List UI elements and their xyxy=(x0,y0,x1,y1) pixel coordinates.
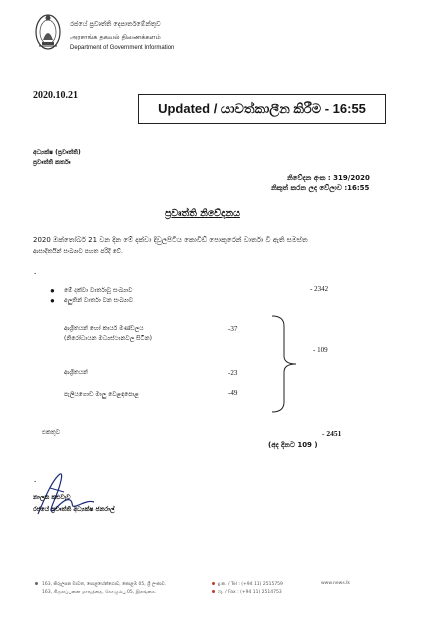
phone-icon xyxy=(212,582,215,585)
bullet-label-new: අලුතින් වාර්තා වන සංඛ්‍යාව xyxy=(64,297,134,304)
row-value-staff: -37 xyxy=(228,325,238,333)
row-label-fish-market: පැලියගොඩ මාලු වෙළඳපොළ xyxy=(64,391,139,398)
footer-address-sinhala: 163, කිරුලපන මාවත, පොළහේන්ගොඩ, කොළඹ 05, ශ්‍රී ලංකාව. xyxy=(42,582,167,587)
bullet-value-reported: - 2342 xyxy=(310,285,329,293)
footer-address-tamil: 163, கிருலப்பனை மாவத்தை, கொழும்பு 05, இலங்கை. xyxy=(42,590,157,595)
row-value-fish-market: -49 xyxy=(228,389,238,397)
today-count: (අද දිනට 109 ) xyxy=(268,441,318,449)
footer-phone: දු.ක. / Tel : (+94 11) 2515759 xyxy=(218,582,283,587)
bullet-label-reported: මේ දක්වා වාර්තාවූ සංඛ්‍යාව xyxy=(64,287,133,294)
bullet-icon: ● xyxy=(50,286,55,295)
release-date: 2020.10.21 xyxy=(33,90,78,101)
intro-line-2: ආසාදිතයින් සංඛ්‍යාව පහත පරිදි වේ. xyxy=(33,248,123,255)
row-label-staff: ආශ්‍රිතයන් හෝ කාර්ය මණ්ඩලය xyxy=(64,325,144,332)
dot-mark: . xyxy=(34,474,37,484)
total-label: එකතුව xyxy=(42,429,61,436)
signatory-name: නාලක කළුවැව xyxy=(33,494,71,501)
addressee-line-1: අධ්‍යක්ෂ (ප්‍රවෘත්ති) xyxy=(33,149,81,156)
footer-address-icon xyxy=(35,582,38,585)
footer-fax: ෆැ. / Fax : (+94 11) 2514753 xyxy=(218,590,282,595)
intro-line-1: 2020 ඔක්තෝබර් 21 වන දින මේ දක්වා දිවුලපිටිය කොවිඩ් පොකුරෙන් වාර්තා වී ඇති සමස්ත xyxy=(33,236,308,244)
government-emblem-icon xyxy=(34,12,62,52)
row-value-contacts: -23 xyxy=(228,369,238,377)
release-time: නිකුත් කරන ලද වේලාව :16:55 xyxy=(271,184,370,192)
department-name-tamil: அரசாங்க தகவல் திணைக்களம் xyxy=(70,33,161,41)
updated-text: Updated / යාවත්කාලීන කිරීම - 16:55 xyxy=(158,101,366,116)
document-title: ප්‍රවෘත්ති නිවේදනය xyxy=(165,208,240,219)
department-name-english: Department of Government Information xyxy=(70,45,175,51)
row-label-staff-note: (නිරෝධායන මධ්‍යස්ථානවල සිටින) xyxy=(64,335,153,342)
right-brace-icon xyxy=(270,314,300,414)
bullet-icon: ● xyxy=(50,296,55,305)
department-name-sinhala: රජයේ ප්‍රවෘත්ති දෙපාර්තමේන්තුව xyxy=(70,20,161,28)
addressee-line-2: ප්‍රවෘත්ති කර්තෘ xyxy=(33,159,71,166)
group-total-value: - 109 xyxy=(313,346,328,354)
total-value: - 2451 xyxy=(322,429,342,438)
dot-mark: . xyxy=(34,266,37,276)
footer-website-link[interactable]: www.news.lk xyxy=(321,581,350,586)
fax-icon xyxy=(212,590,215,593)
release-reference: නිවේදන අංක : 319/2020 xyxy=(287,174,370,182)
row-label-contacts: ආශ්‍රිතයන් xyxy=(64,369,88,376)
signatory-title: රජයේ ප්‍රවෘත්ති අධ්‍යක්ෂ ජනරාල් xyxy=(33,506,115,513)
updated-box xyxy=(138,94,386,124)
